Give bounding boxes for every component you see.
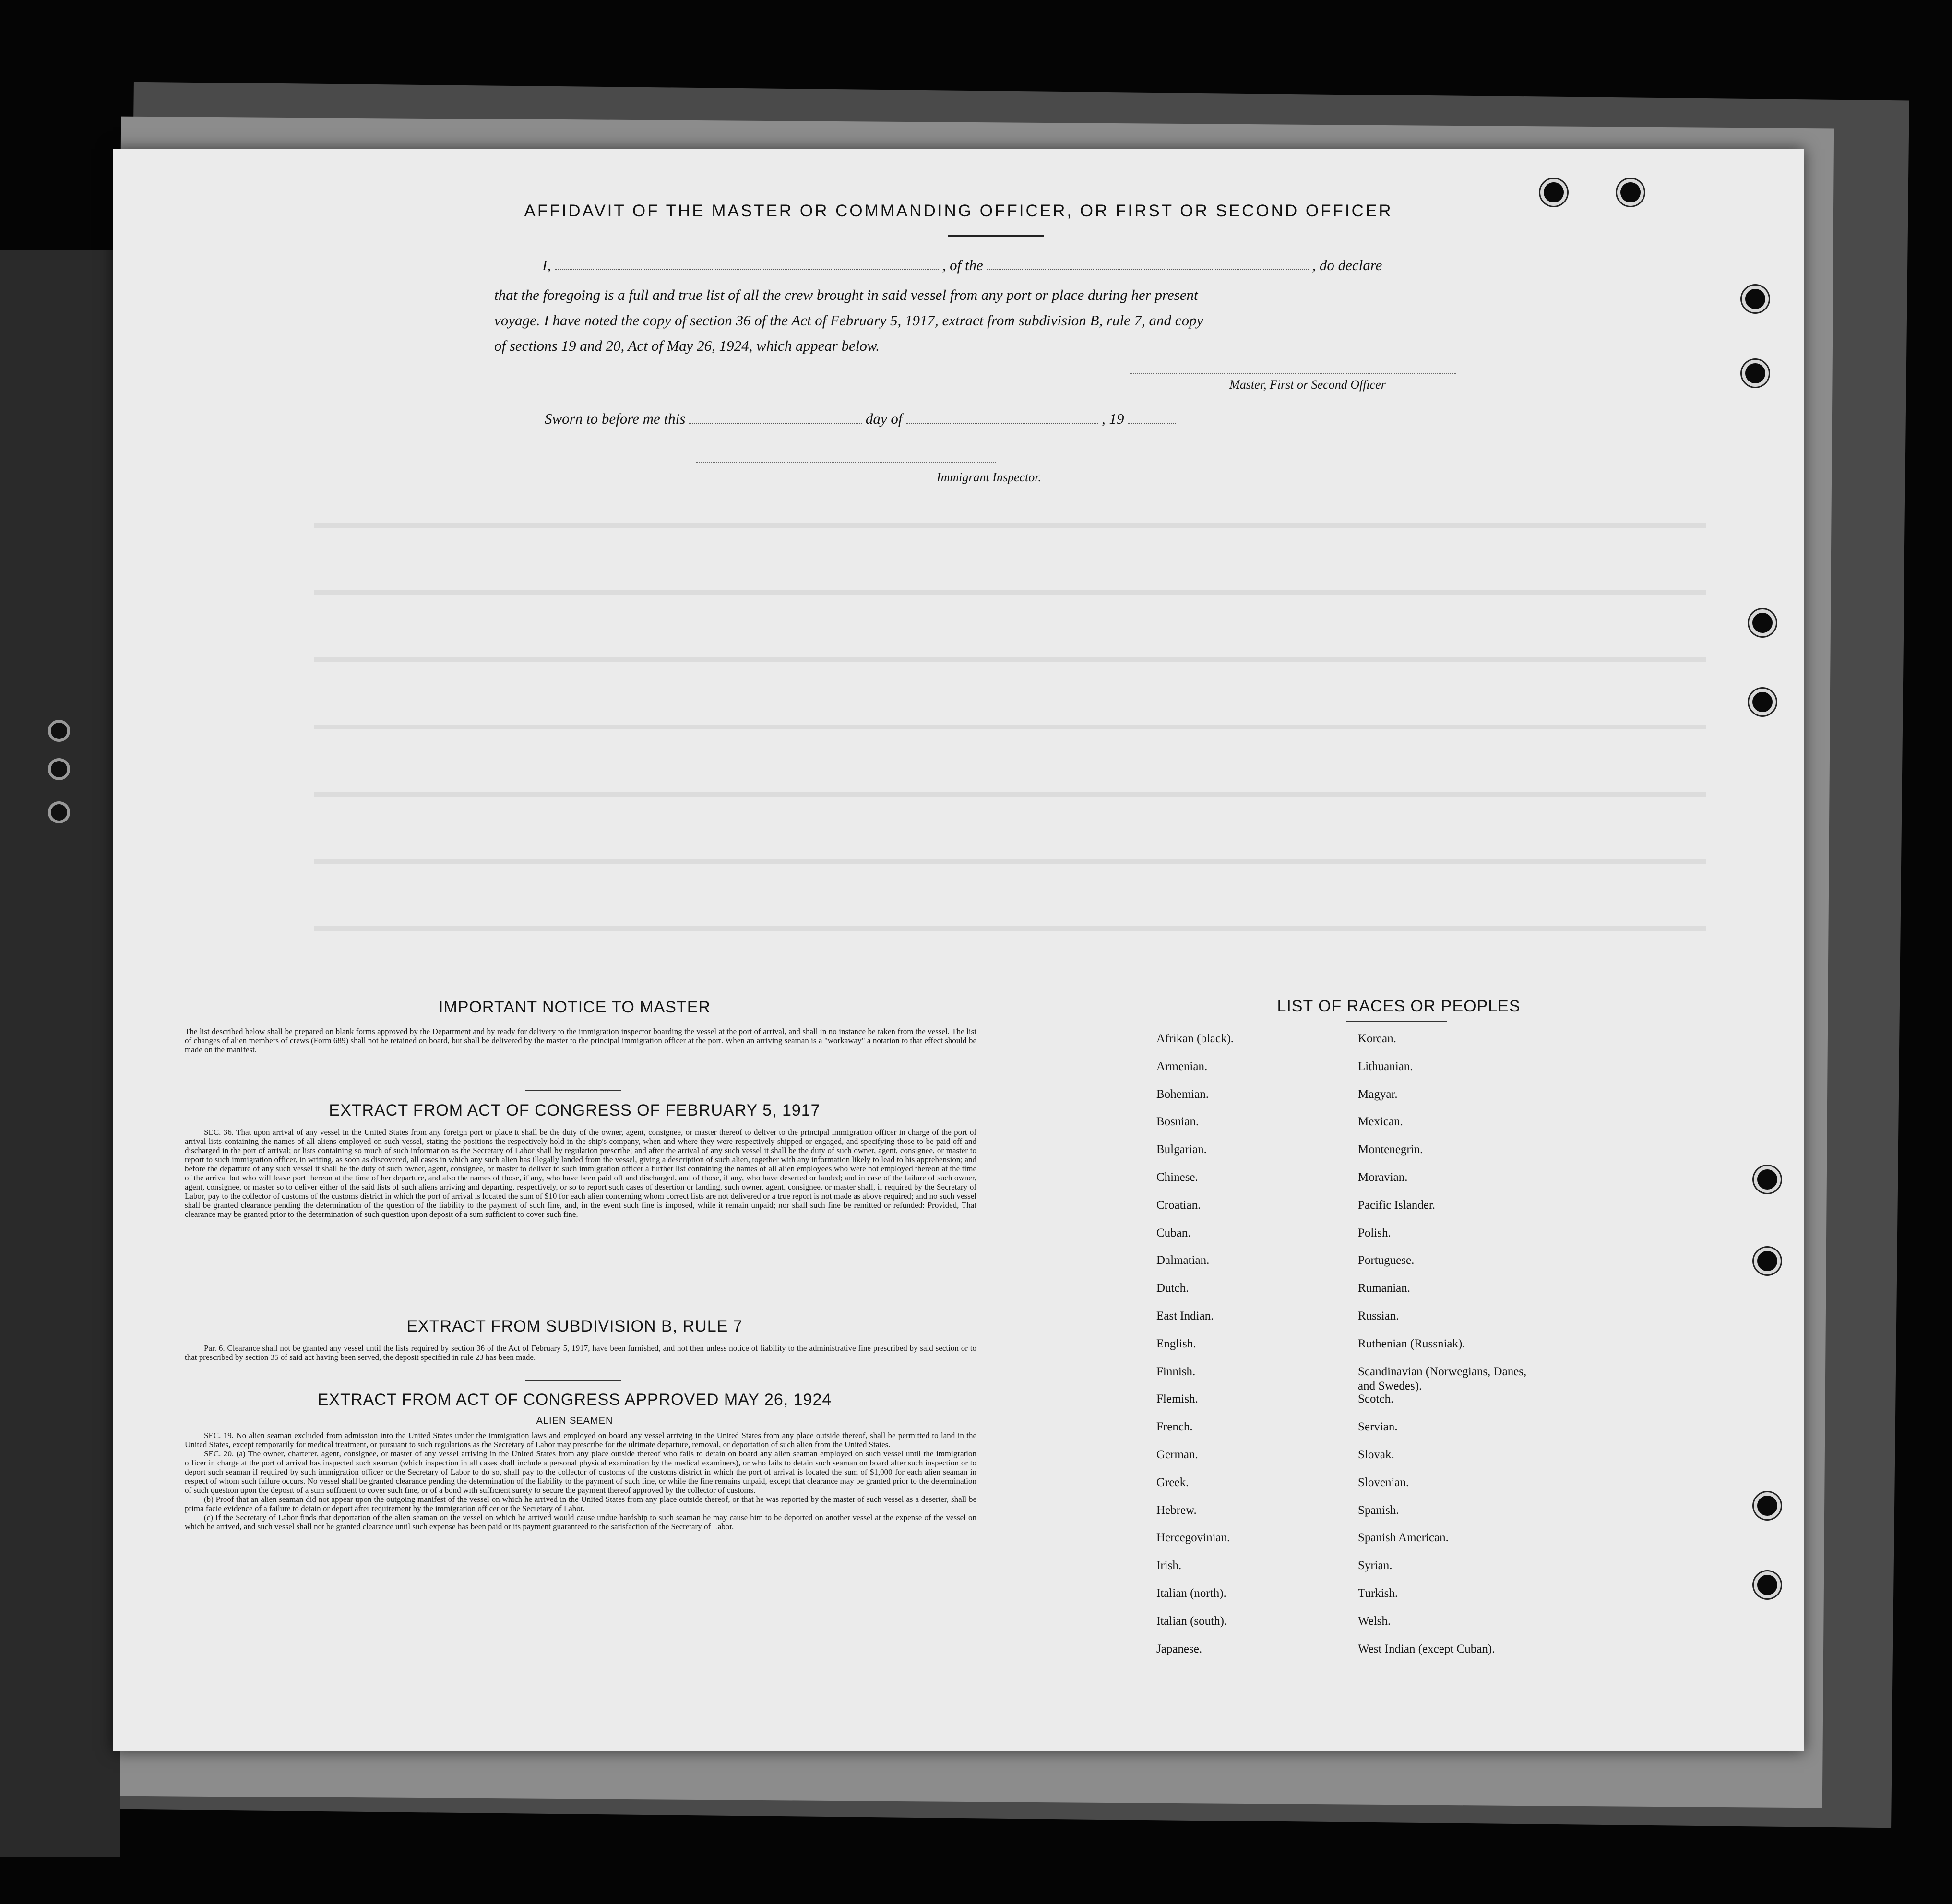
punch-hole	[1754, 1571, 1781, 1598]
extract-1924-heading: EXTRACT FROM ACT OF CONGRESS APPROVED MAY 26, 1924	[317, 1391, 832, 1409]
i-label: I,	[542, 257, 551, 274]
inspector-signature-line[interactable]	[696, 462, 996, 463]
race-item: French.	[1156, 1420, 1193, 1434]
race-item: Magyar.	[1358, 1087, 1398, 1101]
sworn-year-field[interactable]	[1128, 410, 1176, 424]
sworn-month-field[interactable]	[906, 410, 1098, 424]
race-item: Slovak.	[1358, 1448, 1394, 1461]
punch-hole	[1754, 1492, 1781, 1519]
sworn-label: Sworn to before me this	[545, 410, 686, 427]
race-item: English.	[1156, 1337, 1196, 1350]
punch-hole	[1742, 360, 1769, 387]
punch-hole	[1754, 1248, 1781, 1274]
race-item: Armenian.	[1156, 1059, 1208, 1073]
extract-rule7-text	[185, 1344, 976, 1372]
race-item: Japanese.	[1156, 1642, 1202, 1655]
race-item: Spanish American.	[1358, 1531, 1449, 1545]
binding-strip	[0, 250, 120, 1857]
binding-hole	[48, 801, 70, 823]
extract-rule7-paragraph: Par. 6. Clearance shall not be granted any vessel until the lists required by section 36 of the Act of February 5, 1917, have been furnished, and not then unless notice of liability to the administrative fine prescribed by said section or to that prescribed by section 35 of said act having been served, the deposit specified in rule 23 has been made.	[185, 1344, 976, 1362]
affidavit-declaration-line	[542, 257, 1454, 274]
race-item: Italian (north).	[1156, 1586, 1226, 1600]
races-title: LIST OF RACES OR PEOPLES	[1277, 997, 1521, 1015]
race-item: Servian.	[1358, 1420, 1398, 1434]
sec19-paragraph: SEC. 19. No alien seaman excluded from admission into the United States under the immigration laws and employed on board any vessel arriving in the United States from any place outside thereof, shall be permitted to land in the United States, except temporarily for medical treatment, or pursuant to such regulations as the Secretary of Labor may prescribe for the ultimate departure, removal, or deportation of such alien from the United States.	[185, 1431, 976, 1449]
extract-1917-text	[185, 1128, 976, 1300]
race-item: Cuban.	[1156, 1226, 1191, 1239]
section-rule	[525, 1380, 621, 1381]
vessel-field[interactable]	[987, 257, 1309, 270]
race-item: Scotch.	[1358, 1392, 1394, 1406]
race-item: Hebrew.	[1156, 1503, 1197, 1517]
punch-hole	[1749, 689, 1776, 715]
race-item: Lithuanian.	[1358, 1059, 1413, 1073]
bleed-through-texture	[314, 494, 1706, 974]
race-item: Syrian.	[1358, 1559, 1393, 1572]
affidavit-title: AFFIDAVIT OF THE MASTER OR COMMANDING OFFICER, OR FIRST OR SECOND OFFICER	[524, 202, 1393, 220]
inspector-label: Immigrant Inspector.	[936, 470, 1041, 484]
punch-hole	[1754, 1166, 1781, 1193]
race-item: Ruthenian (Russniak).	[1358, 1337, 1465, 1350]
race-item: Chinese.	[1156, 1170, 1198, 1184]
race-item: West Indian (except Cuban).	[1358, 1642, 1495, 1655]
name-field[interactable]	[555, 257, 939, 270]
race-item: Dutch.	[1156, 1282, 1189, 1295]
race-item: Bulgarian.	[1156, 1143, 1207, 1156]
form-sheet	[113, 149, 1804, 1751]
race-item: Hercegovinian.	[1156, 1531, 1230, 1545]
race-item: Irish.	[1156, 1559, 1182, 1572]
master-signature-label: Master, First or Second Officer	[1229, 378, 1386, 392]
binding-hole	[48, 720, 70, 742]
punch-hole	[1749, 609, 1776, 636]
extract-rule7-heading: EXTRACT FROM SUBDIVISION B, RULE 7	[406, 1317, 743, 1335]
race-item: Scandinavian (Norwegians, Danes, and Swedes).	[1358, 1365, 1527, 1392]
race-item: Russian.	[1358, 1309, 1399, 1322]
races-list-left	[1156, 1032, 1234, 1669]
race-item: Mexican.	[1358, 1115, 1403, 1129]
races-list-right	[1358, 1032, 1531, 1669]
race-item: Turkish.	[1358, 1586, 1398, 1600]
race-item: Slovenian.	[1358, 1476, 1409, 1489]
race-item: Rumanian.	[1358, 1282, 1411, 1295]
punch-hole	[1742, 286, 1769, 312]
race-item: Flemish.	[1156, 1392, 1198, 1406]
of-the-label: , of the	[942, 257, 983, 274]
race-item: Croatian.	[1156, 1198, 1201, 1212]
title-rule	[948, 235, 1044, 237]
sec20a-paragraph: SEC. 20. (a) The owner, charterer, agent, consignee, or master of any vessel arriving in the United States from any place outside thereof who fails to detain on board any alien seaman employed on such vessel until the immigration officer in charge at the port of arrival has inspected such seaman (which inspection in all cases shall include a personal physical examination by the medical examiners), or who fails to detain such seaman on board after such inspection or to deport such seaman if required by such immigration officer or the Secretary of Labor to do so, shall pay to the collector of customs of the customs district in which the port of arrival is located the sum of $1,000 for each alien seaman in respect of whom such failure occurs. No vessel shall be granted clearance pending the determination of the liability to the payment of such fine, or while the fine remains unpaid, except that clearance may be granted prior to the determination of such question upon the deposit of a sum sufficient to cover such fine, or of a bond with sufficient surety to secure the payment thereof approved by the collector of customs.	[185, 1449, 976, 1495]
race-item: Finnish.	[1156, 1365, 1196, 1378]
extract-1917-paragraph: SEC. 36. That upon arrival of any vessel in the United States from any foreign port or place it shall be the duty of the owner, agent, consignee, or master thereof to deliver to the principal immigration officer in charge of the port of arrival lists containing the names of all aliens employed on such vessel, stating the positions the respectively hold in the ship's company, when and where they were respectively shipped or engaged, and specifying those to be paid off and discharged in the port of arrival; or lists containing so much of such information as the Secretary of Labor shall by regulation prescribe; and after the arrival of any such vessel it shall be the duty of such owner, agent, consignee, or master to report to such immigration officer, in writing, as soon as discovered, all cases in which any such alien has illegally landed from the vessel, giving a description of such alien, together with any information likely to lead to his apprehension; and before the departure of any such vessel it shall be the duty of such owner, agent, consignee, or master to deliver to such immigration officer a further list containing the names of all alien employees who were not employed thereon at the time of the arrival but who will leave port thereon at the time of her departure, and also the names of those, if any, who have been paid off and discharged, and of those, if any, who have deserted or landed; and in case of the failure of such owner, agent, consignee, or master so to deliver either of the said lists of such aliens arriving and departing, respectively, or so to report such cases of desertion or landing, such owner, agent, consignee, or master shall, if required by the Secretary of Labor, pay to the collector of customs of the customs district in which the port of arrival is located the sum of $10 for each alien concerning whom correct lists are not delivered or a true report is not made as above required; and no such vessel shall be granted clearance pending the determination of the question of the liability to the payment of such fine, and, in the event such fine is imposed, while it remain unpaid; nor shall such fine be remitted or refunded: Provided, That clearance may be granted prior to the determination of such question upon deposit of a sum sufficient to cover such fine.	[185, 1128, 976, 1219]
race-item: Greek.	[1156, 1476, 1189, 1489]
notice-text: The list described below shall be prepared on blank forms approved by the Department and by ready for delivery to the immigration inspector boarding the vessel at the port of arrival, and shall in no instance be taken from the vessel. The list of changes of alien members of crews (Form 689) shall not be retained on board, but shall be delivered by the master to the principal immigration officer at the port. When an arriving seaman is a "workaway" a notation to that effect should be made on the manifest.	[185, 1027, 976, 1054]
race-item: Polish.	[1358, 1226, 1391, 1239]
sworn-line	[545, 410, 1408, 428]
race-item: Moravian.	[1358, 1170, 1408, 1184]
race-item: Bohemian.	[1156, 1087, 1209, 1101]
affidavit-paragraph	[494, 282, 1454, 358]
race-item: Korean.	[1358, 1032, 1396, 1045]
race-item: German.	[1156, 1448, 1198, 1461]
affidavit-line: voyage. I have noted the copy of section 36 of the Act of February 5, 1917, extract from subdivision B, rule 7, and copy	[494, 312, 1203, 329]
affidavit-line: that the foregoing is a full and true list of all the crew brought in said vessel from any port or place during her present	[494, 286, 1198, 303]
race-item: Welsh.	[1358, 1614, 1391, 1628]
race-item: East Indian.	[1156, 1309, 1214, 1322]
race-item: Montenegrin.	[1358, 1143, 1423, 1156]
sec20b-paragraph: (b) Proof that an alien seaman did not appear upon the outgoing manifest of the vessel on which he arrived in the United States from any place outside thereof, or that he was reported by the master of such vessel as a deserter, shall be prima facie evidence of a failure to detain or deport after requirement by the immigration officer or the Secretary of Labor.	[185, 1495, 976, 1513]
notice-title: IMPORTANT NOTICE TO MASTER	[439, 998, 711, 1016]
declare-label: , do declare	[1312, 257, 1382, 274]
master-signature-line[interactable]	[1130, 373, 1456, 374]
extract-1924-subheading: ALIEN SEAMEN	[536, 1416, 613, 1426]
race-item: Pacific Islander.	[1358, 1198, 1436, 1212]
sec20c-paragraph: (c) If the Secretary of Labor finds that deportation of the alien seaman on the vessel on which he arrived would cause undue hardship to such seaman he may cause him to be deported on another vessel at the expense of the vessel on which he arrived, and such vessel shall not be granted clearance until such expense has been paid or its payment guaranteed to the satisfaction of the Secretary of Labor.	[185, 1513, 976, 1531]
binding-hole	[48, 758, 70, 780]
race-item: Dalmatian.	[1156, 1254, 1210, 1267]
race-item: Afrikan (black).	[1156, 1032, 1234, 1045]
race-item: Italian (south).	[1156, 1614, 1227, 1628]
day-of-label: day of	[865, 410, 903, 427]
race-item: Portuguese.	[1358, 1254, 1415, 1267]
year-prefix: , 19	[1101, 410, 1124, 427]
sworn-day-field[interactable]	[689, 410, 862, 424]
section-rule	[525, 1090, 621, 1091]
affidavit-line: of sections 19 and 20, Act of May 26, 1924, which appear below.	[494, 337, 880, 354]
extract-1924-text	[185, 1431, 976, 1594]
race-item: Spanish.	[1358, 1503, 1399, 1517]
extract-1917-heading: EXTRACT FROM ACT OF CONGRESS OF FEBRUARY 5, 1917	[329, 1101, 821, 1119]
races-title-rule	[1346, 1021, 1447, 1022]
race-item: Bosnian.	[1156, 1115, 1199, 1129]
